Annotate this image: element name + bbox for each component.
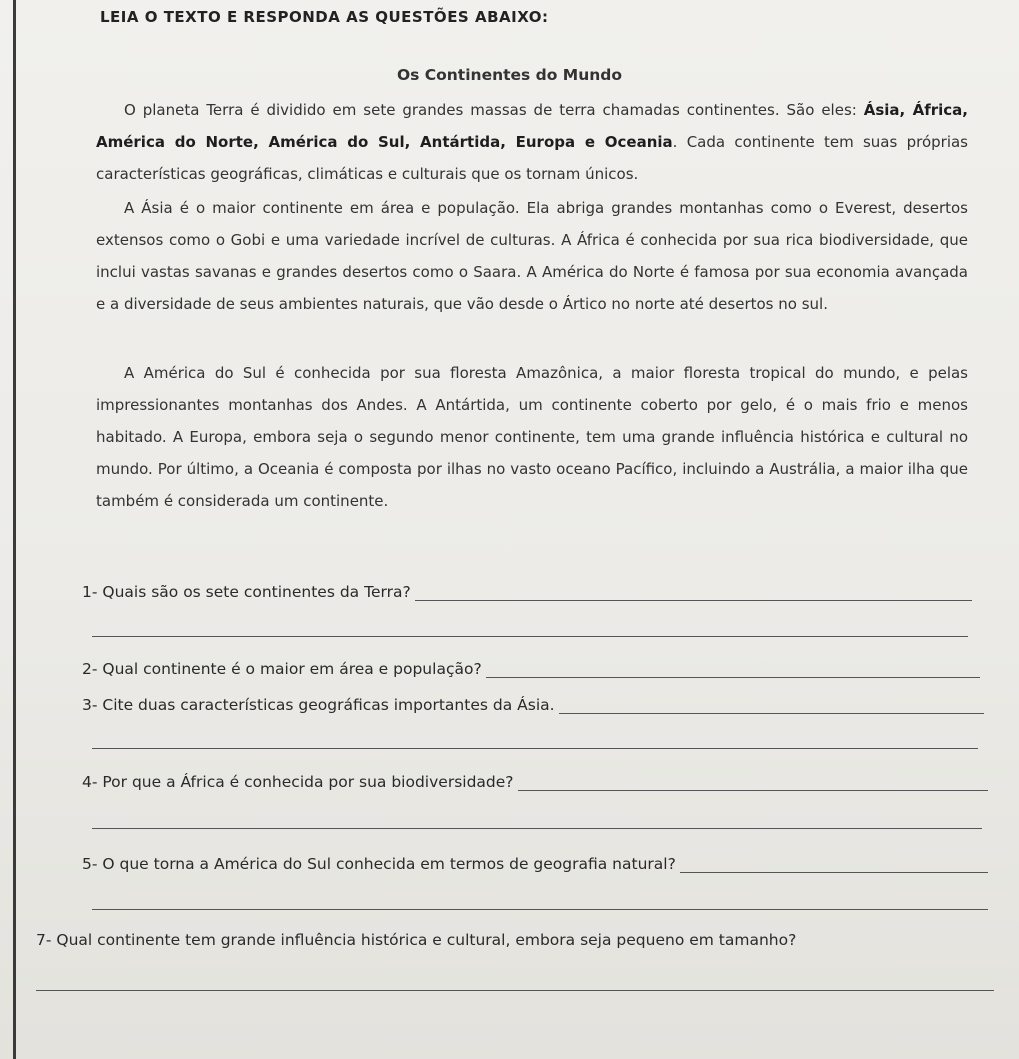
- answer-4-blank[interactable]: [518, 776, 988, 791]
- answer-1-line[interactable]: [92, 636, 968, 637]
- question-4: [82, 773, 988, 791]
- answer-5-line[interactable]: [92, 909, 988, 910]
- question-7: [36, 931, 948, 949]
- question-5: [82, 855, 988, 873]
- paragraph-1-text-a: O planeta Terra é dividido em sete grandes massas de terra chamadas continentes. São eles:: [124, 101, 864, 119]
- answer-1-blank[interactable]: [415, 586, 972, 601]
- paragraph-3: [96, 357, 968, 517]
- answer-4-line[interactable]: [92, 828, 982, 829]
- question-1-text: 1- Quais são os sete continentes da Terra?: [82, 583, 411, 601]
- answer-3-line[interactable]: [92, 748, 978, 749]
- question-3: [82, 696, 984, 714]
- paragraph-1-text-b: . Cada continente tem suas próprias características geográficas, climáticas e culturais que os tornam únicos.: [96, 133, 968, 183]
- margin-line: [13, 0, 16, 1059]
- paragraph-1-continents: Ásia, África, América do Norte, América do Sul, Antártida, Europa e Oceania: [96, 101, 969, 151]
- question-1: [82, 583, 972, 601]
- answer-5-blank[interactable]: [680, 858, 988, 873]
- paragraph-1: [96, 94, 968, 190]
- paragraph-2-text: A Ásia é o maior continente em área e população. Ela abriga grandes montanhas como o Everest, desertos extensos como o Gobi e uma variedade incrível de culturas. A África é conhecida por sua rica biodiversidade, que inclui vastas savanas e grandes desertos como o Saara. A América do Norte é famosa por sua economia avançada e a diversidade de seus ambientes naturais, que vão desde o Ártico no norte até desertos no sul.: [96, 199, 968, 313]
- question-5-text: 5- O que torna a América do Sul conhecida em termos de geografia natural?: [82, 855, 676, 873]
- question-7-text: 7- Qual continente tem grande influência histórica e cultural, embora seja pequeno em tamanho?: [36, 931, 797, 949]
- instruction-heading: LEIA O TEXTO E RESPONDA AS QUESTÕES ABAIXO:: [100, 8, 549, 26]
- answer-3-blank[interactable]: [559, 699, 984, 714]
- answer-2-blank[interactable]: [486, 663, 980, 678]
- answer-7-line[interactable]: [36, 990, 994, 991]
- question-4-text: 4- Por que a África é conhecida por sua biodiversidade?: [82, 773, 514, 791]
- text-title: Os Continentes do Mundo: [396, 66, 623, 84]
- question-3-text: 3- Cite duas características geográficas importantes da Ásia.: [82, 696, 555, 714]
- question-2-text: 2- Qual continente é o maior em área e população?: [82, 660, 482, 678]
- question-2: [82, 660, 980, 678]
- paragraph-3-text: A América do Sul é conhecida por sua floresta Amazônica, a maior floresta tropical do mundo, e pelas impressionantes montanhas dos Andes. A Antártida, um continente coberto por gelo, é o mais frio e menos habitado. A Europa, embora seja o segundo menor continente, tem uma grande influência histórica e cultural no mundo. Por último, a Oceania é composta por ilhas no vasto oceano Pacífico, incluindo a Austrália, a maior ilha que também é considerada um continente.: [96, 364, 968, 510]
- paragraph-2: [96, 192, 968, 320]
